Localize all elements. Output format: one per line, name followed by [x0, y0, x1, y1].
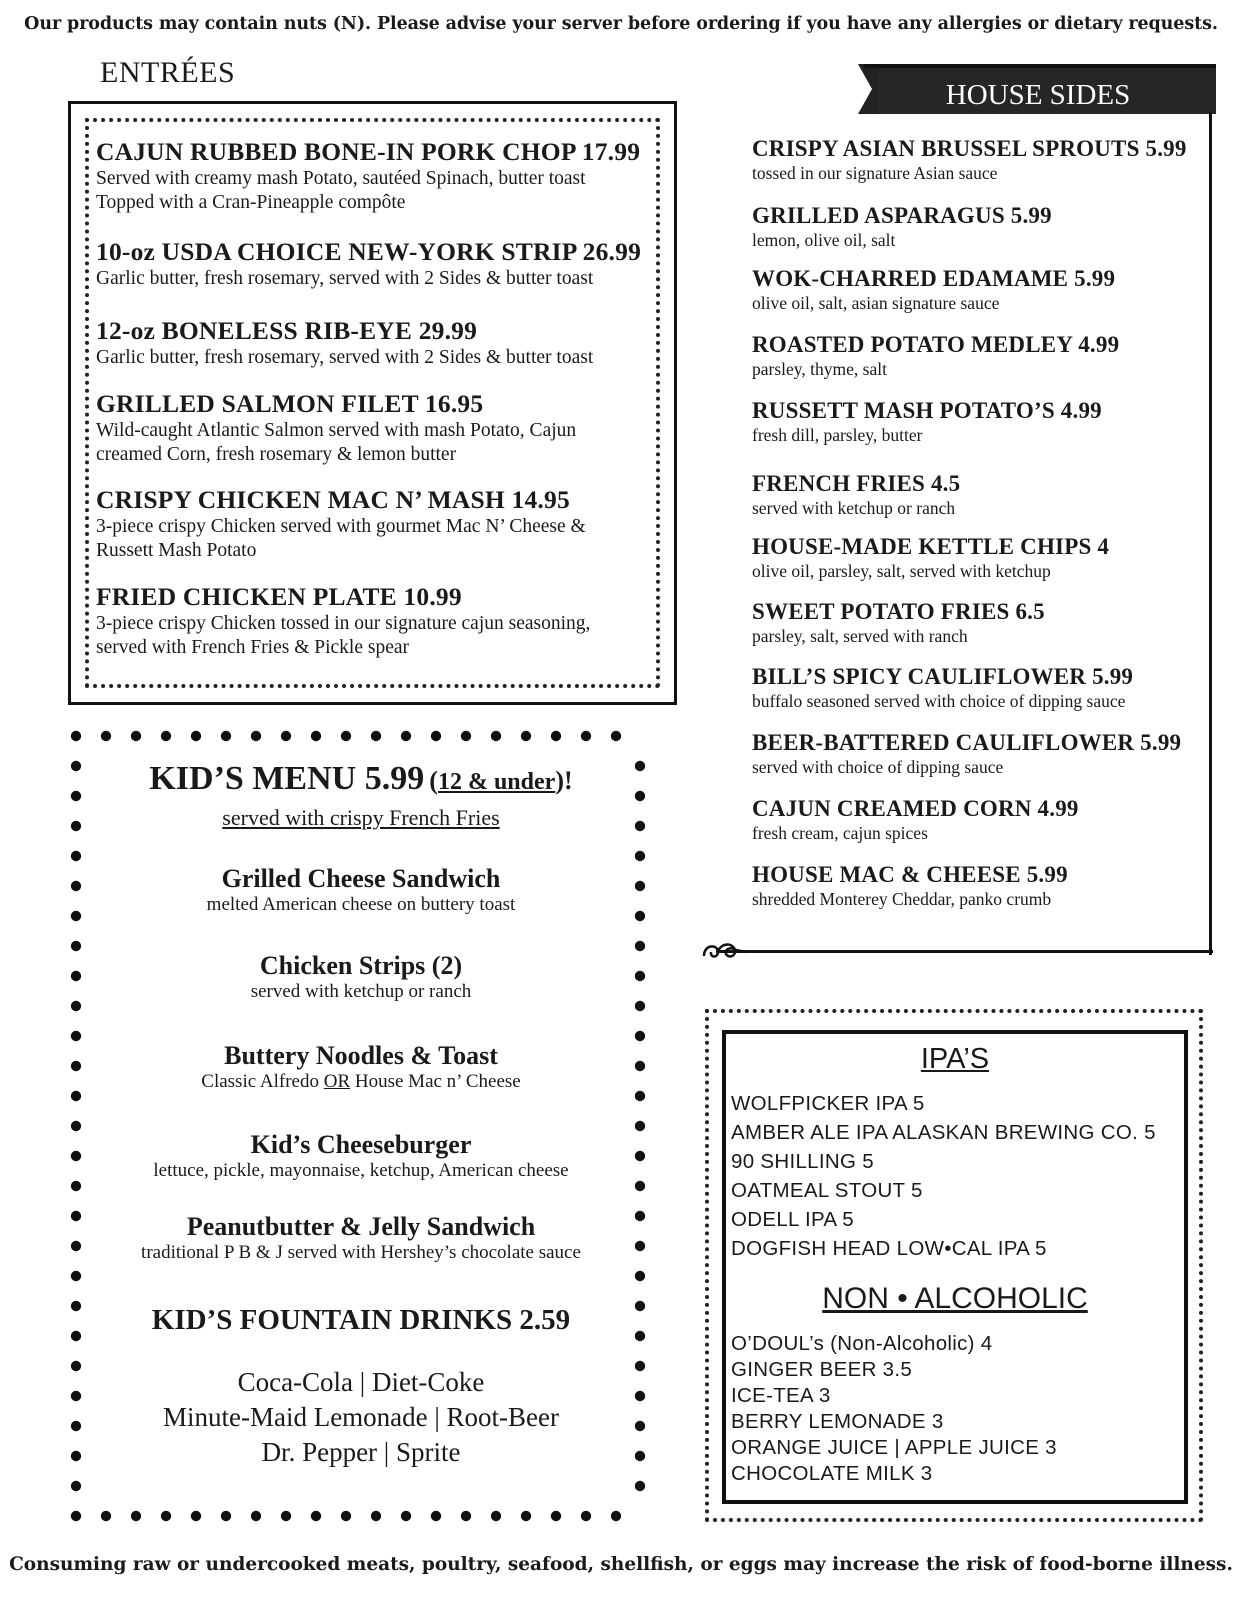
ipa-heading: IPA’S [920, 1043, 990, 1075]
border-dot [311, 1511, 321, 1521]
non-alcoholic-item: GINGER BEER 3.5 [731, 1358, 913, 1381]
side-title: GRILLED ASPARAGUS 5.99 [752, 203, 1052, 228]
ipa-item: DOGFISH HEAD LOW•CAL IPA 5 [731, 1237, 1047, 1260]
side-item [752, 203, 1222, 251]
non-alcoholic-heading: NON • ALCOHOLIC [822, 1282, 1088, 1315]
border-dot [431, 1511, 441, 1521]
border-dot [251, 1511, 261, 1521]
border-dot [251, 731, 261, 741]
ipa-item: OATMEAL STOUT 5 [731, 1179, 923, 1202]
border-dot [491, 1511, 501, 1521]
border-dot [101, 731, 111, 741]
kids-item [66, 864, 656, 916]
border-dot [71, 731, 81, 741]
side-title: ROASTED POTATO MEDLEY 4.99 [752, 332, 1120, 357]
ipa-item: AMBER ALE IPA ALASKAN BREWING CO. 5 [731, 1121, 1156, 1144]
side-item [752, 398, 1222, 446]
border-dot [191, 731, 201, 741]
kids-item [66, 1212, 656, 1264]
border-dot [431, 731, 441, 741]
side-desc: parsley, salt, served with ranch [752, 626, 968, 646]
kids-menu-title: KID’S MENU 5.99 [149, 760, 425, 797]
side-title: WOK-CHARRED EDAMAME 5.99 [752, 266, 1116, 291]
border-dot [221, 731, 231, 741]
border-dot [71, 1031, 81, 1041]
side-desc: buffalo seasoned served with choice of dipping sauce [752, 691, 1126, 711]
kids-drinks-list [66, 1365, 656, 1470]
entree-title: FRIED CHICKEN PLATE 10.99 [96, 582, 462, 611]
border-dot [341, 731, 351, 741]
non-alcoholic-item: BERRY LEMONADE 3 [731, 1410, 944, 1433]
kids-drinks-heading-row [66, 1304, 656, 1337]
border-dot [161, 731, 171, 741]
kids-menu-subtitle: served with crispy French Fries [222, 805, 500, 830]
non-alcoholic-item: CHOCOLATE MILK 3 [731, 1462, 933, 1485]
kids-menu-header: KID’S MENU 5.99 (12 & under)! [149, 760, 573, 797]
side-item [752, 332, 1222, 380]
side-desc: olive oil, salt, asian signature sauce [752, 293, 1000, 313]
kids-item [66, 1130, 656, 1182]
kids-item-name: Buttery Noodles & Toast [224, 1041, 498, 1070]
border-dot [131, 731, 141, 741]
side-desc: fresh cream, cajun spices [752, 823, 928, 843]
border-dot [635, 941, 645, 951]
border-dot [341, 1511, 351, 1521]
flourish-ornament [700, 938, 746, 964]
side-item [752, 599, 1222, 647]
side-title: BEER-BATTERED CAULIFLOWER 5.99 [752, 730, 1182, 755]
kids-item-desc: lettuce, pickle, mayonnaise, ketchup, American cheese [153, 1160, 569, 1181]
side-desc: served with ketchup or ranch [752, 498, 956, 518]
entree-desc: 3-piece crispy Chicken tossed in our signature cajun seasoning, [96, 613, 591, 634]
border-dot [635, 1181, 645, 1191]
border-dot [401, 1511, 411, 1521]
kids-item [66, 1041, 656, 1093]
non-alcoholic-item: O’DOUL’s (Non-Alcoholic) 4 [731, 1332, 993, 1355]
border-dot [635, 851, 645, 861]
ipa-item: 90 SHILLING 5 [731, 1150, 874, 1173]
non-alcoholic-item: ORANGE JUICE | APPLE JUICE 3 [731, 1436, 1057, 1459]
entree-desc: Topped with a Cran-Pineapple compôte [96, 192, 406, 213]
side-item [752, 664, 1222, 712]
kids-item [66, 951, 656, 1003]
side-desc: olive oil, parsley, salt, served with ketchup [752, 561, 1051, 581]
side-item [752, 266, 1222, 314]
food-safety-notice: Consuming raw or undercooked meats, poultry, seafood, shellfish, or eggs may increase the risk of food-borne illness. [9, 1554, 1233, 1575]
entree-desc: Wild-caught Atlantic Salmon served with mash Potato, Cajun [96, 420, 577, 441]
entrees-heading: ENTRÉES [100, 56, 236, 89]
side-item [752, 471, 1222, 519]
side-title: CAJUN CREAMED CORN 4.99 [752, 796, 1079, 821]
side-desc: tossed in our signature Asian sauce [752, 163, 998, 183]
entree-desc: Russett Mash Potato [96, 540, 257, 561]
border-dot [581, 1511, 591, 1521]
entree-title: 10-oz USDA CHOICE NEW-YORK STRIP 26.99 [96, 237, 642, 266]
kids-drinks-title: KID’S FOUNTAIN DRINKS 2.59 [151, 1304, 571, 1336]
side-title: FRENCH FRIES 4.5 [752, 471, 961, 496]
entree-item [96, 389, 666, 467]
entree-desc: 3-piece crispy Chicken served with gourmet Mac N’ Cheese & [96, 516, 586, 537]
kids-item-name: Grilled Cheese Sandwich [221, 864, 501, 893]
side-title: BILL’S SPICY CAULIFLOWER 5.99 [752, 664, 1134, 689]
border-dot [635, 1271, 645, 1281]
border-dot [281, 731, 291, 741]
house-sides-bottom-rule [716, 950, 1213, 953]
side-title: HOUSE-MADE KETTLE CHIPS 4 [752, 534, 1110, 559]
border-dot [371, 1511, 381, 1521]
entree-title: CRISPY CHICKEN MAC N’ MASH 14.95 [96, 485, 570, 514]
kids-item-name: Chicken Strips (2) [259, 951, 463, 980]
border-dot [635, 1481, 645, 1491]
kids-menu-age: 12 & under [437, 769, 556, 795]
border-dot [71, 1511, 81, 1521]
kids-drink-line: Minute-Maid Lemonade | Root-Beer [162, 1402, 560, 1432]
side-desc: fresh dill, parsley, butter [752, 425, 923, 445]
non-alcoholic-item: ICE-TEA 3 [731, 1384, 831, 1407]
border-dot [521, 731, 531, 741]
side-desc: parsley, thyme, salt [752, 359, 887, 379]
kids-item-desc: traditional P B & J served with Hershey’s chocolate sauce [141, 1242, 581, 1263]
border-dot [371, 731, 381, 741]
border-dot [611, 731, 621, 741]
border-dot [101, 1511, 111, 1521]
entree-title: 12-oz BONELESS RIB-EYE 29.99 [96, 316, 478, 345]
border-dot [551, 731, 561, 741]
kids-menu-subtitle-row [66, 805, 656, 831]
border-dot [71, 1181, 81, 1191]
side-item [752, 534, 1222, 582]
kids-drink-line: Dr. Pepper | Sprite [261, 1437, 461, 1467]
border-dot [401, 731, 411, 741]
kids-item-desc: served with ketchup or ranch [250, 981, 472, 1002]
entree-title: CAJUN RUBBED BONE-IN PORK CHOP 17.99 [96, 137, 641, 166]
allergy-notice: Our products may contain nuts (N). Please advise your server before ordering if you have any allergies or dietary requests. [24, 14, 1218, 34]
border-dot [635, 1031, 645, 1041]
side-desc: served with choice of dipping sauce [752, 757, 1004, 777]
border-dot [611, 1511, 621, 1521]
entree-desc: served with French Fries & Pickle spear [96, 637, 410, 658]
border-dot [131, 1511, 141, 1521]
side-item [752, 730, 1222, 778]
side-title: SWEET POTATO FRIES 6.5 [752, 599, 1045, 624]
entree-desc: Garlic butter, fresh rosemary, served with 2 Sides & butter toast [96, 268, 594, 289]
entree-item [96, 582, 666, 660]
border-dot [71, 851, 81, 861]
ipa-item: ODELL IPA 5 [731, 1208, 854, 1231]
kids-item-desc: Classic Alfredo OR House Mac n’ Cheese [201, 1071, 521, 1092]
side-title: HOUSE MAC & CHEESE 5.99 [752, 862, 1068, 887]
side-item [752, 862, 1222, 910]
kids-item-name: Peanutbutter & Jelly Sandwich [186, 1212, 536, 1241]
border-dot [521, 1511, 531, 1521]
border-dot [581, 731, 591, 741]
entree-item [96, 485, 666, 563]
border-dot [221, 1511, 231, 1521]
entree-desc: Served with creamy mash Potato, sautéed Spinach, butter toast [96, 168, 586, 189]
entree-title: GRILLED SALMON FILET 16.95 [96, 389, 484, 418]
border-dot [71, 941, 81, 951]
border-dot [71, 1271, 81, 1281]
border-dot [551, 1511, 561, 1521]
border-dot [281, 1511, 291, 1521]
border-dot [191, 1511, 201, 1521]
house-sides-banner [858, 64, 1216, 114]
border-dot [161, 1511, 171, 1521]
house-sides-heading: HOUSE SIDES [945, 79, 1131, 111]
ipa-item: WOLFPICKER IPA 5 [731, 1092, 925, 1115]
kids-item-name: Kid’s Cheeseburger [250, 1130, 472, 1159]
border-dot [311, 731, 321, 741]
entree-desc: Garlic butter, fresh rosemary, served with 2 Sides & butter toast [96, 347, 594, 368]
entree-item [96, 137, 666, 215]
border-dot [491, 731, 501, 741]
side-title: CRISPY ASIAN BRUSSEL SPROUTS 5.99 [752, 136, 1187, 161]
side-item [752, 796, 1222, 844]
border-dot [461, 1511, 471, 1521]
side-item [752, 136, 1222, 184]
side-title: RUSSETT MASH POTATO’S 4.99 [752, 398, 1102, 423]
side-desc: shredded Monterey Cheddar, panko crumb [752, 889, 1052, 909]
kids-item-desc: melted American cheese on buttery toast [206, 894, 516, 915]
entree-item [96, 316, 666, 370]
entree-item [96, 237, 666, 291]
side-desc: lemon, olive oil, salt [752, 230, 896, 250]
border-dot [71, 1481, 81, 1491]
kids-drink-line: Coca-Cola | Diet-Coke [237, 1367, 485, 1397]
entree-desc: creamed Corn, fresh rosemary & lemon butter [96, 444, 457, 465]
border-dot [461, 731, 471, 741]
